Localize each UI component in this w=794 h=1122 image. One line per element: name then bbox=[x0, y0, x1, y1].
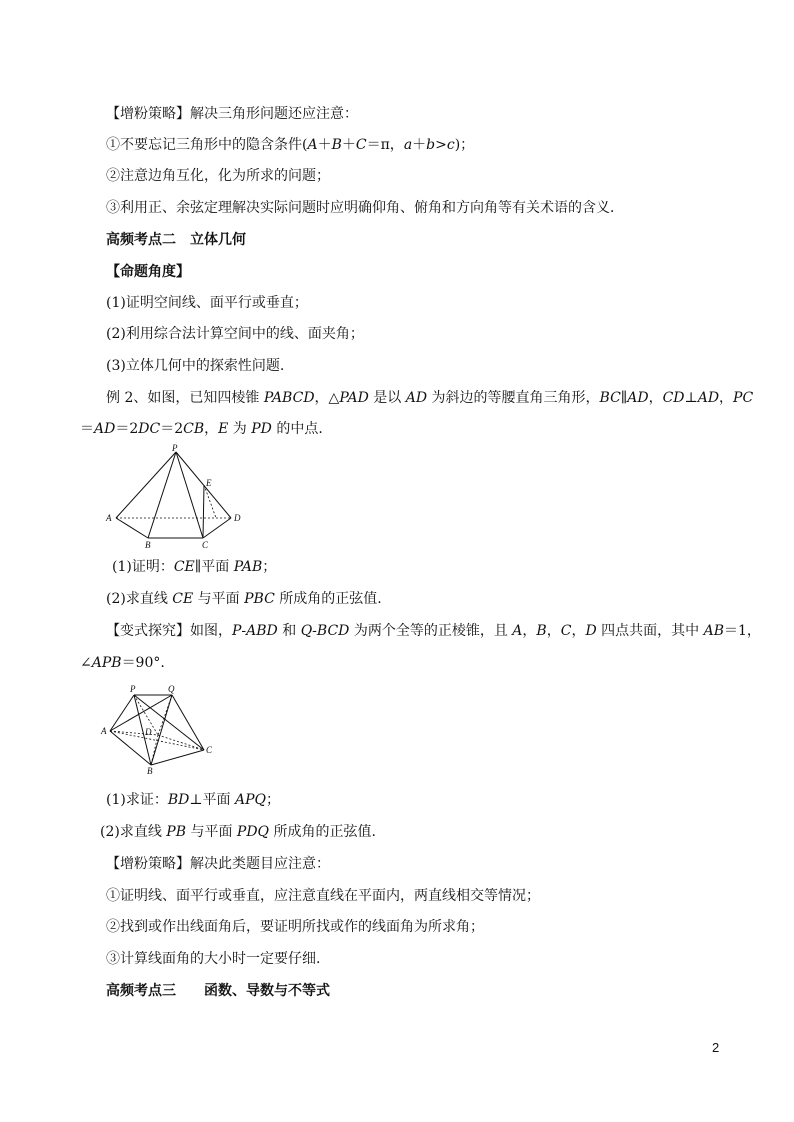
vertex-label: P bbox=[172, 443, 178, 453]
text-run: ， bbox=[522, 623, 537, 639]
strategy-item bbox=[106, 199, 624, 217]
text-run: (1)证明空间线、面平行或垂直； bbox=[106, 295, 308, 311]
text-run: 四点共面，其中 bbox=[596, 623, 704, 639]
section-heading bbox=[106, 982, 330, 1000]
vertex-label: A bbox=[106, 513, 112, 523]
text-run: ＋ bbox=[412, 137, 427, 153]
math-symbol: BD bbox=[167, 792, 190, 808]
text-run: 与平面 bbox=[186, 824, 237, 840]
math-symbol: AD bbox=[697, 390, 720, 406]
math-symbol: Q bbox=[300, 623, 313, 639]
strategy-item bbox=[106, 887, 540, 905]
text-run: ， bbox=[719, 390, 734, 406]
text-run: )； bbox=[454, 137, 475, 153]
text-run: 例 2、如图，已知四棱锥 bbox=[106, 390, 264, 406]
text-run: ； bbox=[266, 792, 280, 808]
text-run: 【增粉策略】解决此类题目应注意： bbox=[106, 856, 330, 872]
text-run: ， bbox=[648, 390, 663, 406]
math-symbol: PAB bbox=[233, 559, 263, 575]
strategy-item bbox=[106, 950, 320, 968]
question-item bbox=[106, 791, 280, 809]
math-symbol: A bbox=[512, 623, 523, 639]
math-symbol: PDQ bbox=[236, 824, 270, 840]
question-item bbox=[112, 558, 276, 576]
section-heading bbox=[106, 231, 246, 249]
text-run: ①不要忘记三角形中的隐含条件( bbox=[106, 137, 308, 153]
text-run: - bbox=[241, 623, 247, 639]
math-symbol: PAD bbox=[339, 390, 369, 406]
text-run: ③利用正、余弦定理解决实际问题时应明确仰角、俯角和方向角等有关术语的含义． bbox=[106, 200, 624, 216]
math-symbol: C bbox=[560, 623, 572, 639]
vertex-label: B bbox=[145, 540, 151, 550]
text-run: ∥平面 bbox=[194, 559, 234, 575]
math-symbol: a bbox=[403, 137, 413, 153]
text-run: ， bbox=[546, 623, 561, 639]
text-run: ； bbox=[262, 559, 277, 575]
question-item bbox=[106, 590, 382, 608]
text-run: > bbox=[435, 137, 447, 153]
math-symbol: CD bbox=[662, 390, 685, 406]
math-symbol: PD bbox=[251, 421, 272, 437]
text-run: ＋ bbox=[341, 137, 356, 153]
vertex-label: A bbox=[101, 726, 107, 736]
math-symbol: E bbox=[218, 421, 229, 437]
text-run: (3)立体几何中的探索性问题. bbox=[106, 358, 285, 374]
math-symbol: PBC bbox=[244, 591, 275, 607]
variation-text bbox=[106, 622, 761, 640]
text-run: 【命题角度】 bbox=[106, 264, 190, 280]
text-run: ， bbox=[571, 623, 586, 639]
text-run: ，△ bbox=[314, 390, 340, 406]
vertex-label: P bbox=[130, 684, 136, 694]
math-symbol: c bbox=[446, 137, 455, 153]
math-symbol: PC bbox=[733, 390, 754, 406]
vertex-label: D bbox=[234, 513, 241, 523]
text-run: ＝2 bbox=[115, 421, 139, 437]
example-text bbox=[80, 420, 323, 438]
text-run: ⊥平面 bbox=[189, 792, 235, 808]
math-symbol: AD bbox=[627, 390, 649, 406]
math-symbol: CB bbox=[183, 421, 205, 437]
strategy-title bbox=[106, 855, 330, 873]
vertex-label: E bbox=[206, 478, 212, 488]
text-run: ∥ bbox=[620, 390, 628, 406]
text-run: (1)证明： bbox=[112, 559, 174, 575]
math-symbol: A bbox=[307, 137, 318, 153]
math-symbol: PB bbox=[166, 824, 186, 840]
text-run: ∠ bbox=[80, 655, 92, 671]
math-symbol: CE bbox=[172, 591, 194, 607]
math-symbol: AB bbox=[703, 623, 724, 639]
math-symbol: AD bbox=[405, 390, 428, 406]
math-symbol: APQ bbox=[234, 792, 266, 808]
math-symbol: C bbox=[355, 137, 367, 153]
text-run: (2)利用综合法计算空间中的线、面夹角； bbox=[106, 326, 364, 342]
math-symbol: b bbox=[426, 137, 436, 153]
text-run: 高频考点二 立体几何 bbox=[106, 232, 246, 248]
text-run: (2)求直线 bbox=[100, 824, 167, 840]
math-symbol: BC bbox=[599, 390, 621, 406]
math-symbol: BCD bbox=[316, 623, 350, 639]
text-run: ＝2 bbox=[160, 421, 184, 437]
vertex-label: Q bbox=[168, 684, 175, 694]
text-run: ＋ bbox=[317, 137, 332, 153]
text-run: 为斜边的等腰直角三角形， bbox=[427, 390, 600, 406]
strategy-title bbox=[106, 105, 358, 123]
text-run: 所成角的正弦值. bbox=[269, 824, 376, 840]
vertex-label: C bbox=[202, 540, 209, 550]
text-run: 与平面 bbox=[193, 591, 245, 607]
math-symbol: AD bbox=[94, 421, 116, 437]
example-text bbox=[106, 389, 753, 407]
pyramid-figure-1 bbox=[100, 442, 250, 554]
text-run: - bbox=[312, 623, 317, 639]
math-symbol: ABD bbox=[246, 623, 278, 639]
math-symbol: PABCD bbox=[263, 390, 315, 406]
text-run: ， bbox=[204, 421, 219, 437]
math-symbol: B bbox=[536, 623, 547, 639]
text-run: ＝90°. bbox=[121, 655, 165, 671]
text-run: ②注意边角互化，化为所求的问题； bbox=[106, 168, 330, 184]
vertex-label: D bbox=[145, 727, 152, 737]
text-run: ＝ bbox=[80, 421, 94, 437]
variation-text bbox=[80, 654, 165, 672]
math-symbol: D bbox=[585, 623, 597, 639]
text-run: ②找到或作出线面角后，要证明所找或作的线面角为所求角； bbox=[106, 919, 484, 935]
vertex-label: B bbox=[147, 766, 153, 776]
text-run: ＝π， bbox=[366, 137, 404, 153]
strategy-item bbox=[106, 136, 474, 154]
pyramid-figure-2 bbox=[96, 680, 216, 776]
math-symbol: B bbox=[331, 137, 342, 153]
text-run: 为 bbox=[228, 421, 252, 437]
text-run: 是以 bbox=[368, 390, 406, 406]
page-number: 2 bbox=[712, 1040, 720, 1055]
math-symbol: APB bbox=[91, 655, 122, 671]
math-symbol: DC bbox=[138, 421, 161, 437]
text-run: 和 bbox=[277, 623, 301, 639]
text-run: 的中点. bbox=[271, 421, 323, 437]
strategy-item bbox=[106, 167, 330, 185]
subsection-heading bbox=[106, 263, 190, 281]
vertex-label: C bbox=[206, 745, 213, 755]
text-run: 【变式探究】如图， bbox=[106, 623, 232, 639]
text-run: (2)求直线 bbox=[106, 591, 173, 607]
text-run: 为两个全等的正棱锥，且 bbox=[349, 623, 513, 639]
text-run: ＝1， bbox=[723, 623, 761, 639]
text-run: ①证明线、面平行或垂直，应注意直线在平面内，两直线相交等情况； bbox=[106, 888, 540, 904]
text-run: ⊥ bbox=[684, 390, 698, 406]
text-run: 所成角的正弦值. bbox=[274, 591, 382, 607]
angle-item bbox=[106, 325, 364, 343]
math-symbol: P bbox=[232, 623, 242, 639]
question-item bbox=[100, 823, 376, 841]
angle-item bbox=[106, 357, 284, 375]
angle-item bbox=[106, 294, 308, 312]
text-run: 高频考点三 函数、导数与不等式 bbox=[106, 983, 330, 999]
text-run: (1)求证： bbox=[106, 792, 168, 808]
text-run: 【增粉策略】解决三角形问题还应注意： bbox=[106, 106, 358, 122]
math-symbol: CE bbox=[173, 559, 195, 575]
strategy-item bbox=[106, 918, 484, 936]
text-run: ③计算线面角的大小时一定要仔细. bbox=[106, 951, 321, 967]
